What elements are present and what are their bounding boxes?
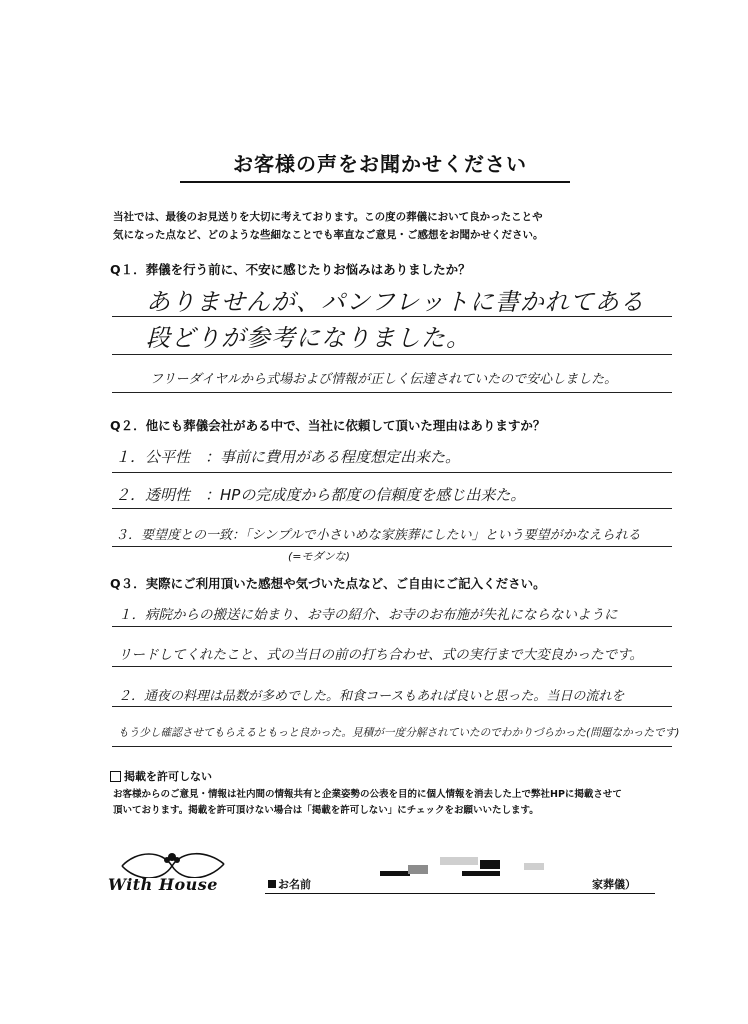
q1-answer-line-3: フリーダイヤルから式場および情報が正しく伝達されていたので安心しました。 bbox=[150, 372, 618, 387]
q1-rule-1 bbox=[112, 316, 672, 317]
q1-answer-line-1: ありませんが、パンフレットに書かれてある bbox=[146, 288, 645, 316]
logo-ornament-icon bbox=[102, 848, 242, 878]
intro-text bbox=[113, 208, 673, 244]
q3-rule-1 bbox=[112, 626, 672, 627]
q3-answer-line-3: ２．通夜の料理は品数が多めでした。和食コースもあれば良いと思った。当日の流れを bbox=[118, 689, 625, 704]
permission-checkbox[interactable] bbox=[110, 771, 121, 782]
q2-answer-line-2: ２．透明性 ：HPの完成度から都度の信頼度を感じ出来た。 bbox=[115, 486, 526, 504]
q1-question: Q１．葬儀を行う前に、不安に感じたりお悩みはありましたか？ bbox=[110, 262, 471, 277]
square-bullet-icon bbox=[268, 880, 276, 888]
q1-answer-line-2: 段どりが参考になりました。 bbox=[146, 324, 471, 352]
q3-answer-line-4: もう少し確認させてもらえるともっと良かった。見積が一度分解されていたのでわかりづらかった(問題なかったです) bbox=[118, 726, 680, 739]
form-title: お客様の声をお聞かせください bbox=[233, 152, 527, 176]
with-house-logo bbox=[102, 848, 242, 903]
redaction-block bbox=[524, 863, 544, 870]
q3-question: Q３．実際にご利用頂いた感想や気づいた点など、ご自由にご記入ください。 bbox=[110, 576, 546, 591]
q1-rule-3 bbox=[112, 392, 672, 393]
q2-rule-2 bbox=[112, 508, 672, 509]
q2-answer-line-1: １．公平性 ：事前に費用がある程度想定出来た。 bbox=[115, 448, 461, 466]
redaction-block bbox=[480, 860, 500, 869]
q2-question: Q２．他にも葬儀会社がある中で、当社に依頼して頂いた理由はありますか？ bbox=[110, 418, 546, 433]
q2-answer-note: (=モダンな) bbox=[288, 550, 350, 563]
name-suffix: 家葬儀） bbox=[592, 878, 636, 891]
redacted-name bbox=[380, 855, 560, 885]
notice-line-1: お客様からのご意見・情報は社内間の情報共有と企業姿勢の公表を目的に個人情報を消去した上で弊社HPに掲載させて bbox=[113, 789, 622, 800]
q3-answer-line-2: リードしてくれたこと、式の当日の前の打ち合わせ、式の実行まで大変良かったです。 bbox=[118, 647, 644, 663]
redaction-block bbox=[440, 857, 478, 865]
redaction-block bbox=[380, 871, 410, 876]
q1-rule-2 bbox=[112, 354, 672, 355]
permission-label: 掲載を許可しない bbox=[124, 770, 212, 783]
redaction-block bbox=[408, 865, 428, 874]
redaction-block bbox=[462, 871, 500, 876]
q2-rule-3 bbox=[112, 546, 672, 547]
q3-rule-2 bbox=[112, 666, 672, 667]
name-underline bbox=[265, 893, 655, 894]
intro-line-2: 気になった点など、どのような些細なことでも率直なご意見・ご感想をお聞かせください。 bbox=[113, 229, 544, 241]
intro-line-1: 当社では、最後のお見送りを大切に考えております。この度の葬儀において良かったことや bbox=[113, 211, 543, 223]
q2-answer-line-3: ３．要望度との一致：「シンプルで小さいめな家族葬にしたい」という要望がかなえられる bbox=[115, 528, 641, 543]
name-label bbox=[268, 876, 311, 892]
logo-text: With House bbox=[108, 875, 218, 894]
q3-answer-line-1: １．病院からの搬送に始まり、お寺の紹介、お寺のお布施が失礼にならないように bbox=[118, 607, 618, 623]
q3-rule-3 bbox=[112, 706, 672, 707]
notice-line-2: 頂いております。掲載を許可頂けない場合は「掲載を許可しない」にチェックをお願いいたします。 bbox=[113, 805, 539, 816]
title-underline bbox=[180, 181, 570, 183]
name-label-text: お名前 bbox=[278, 878, 311, 891]
permission-option[interactable] bbox=[110, 768, 212, 784]
q3-rule-4 bbox=[112, 746, 672, 747]
q2-rule-1 bbox=[112, 472, 672, 473]
permission-notice bbox=[113, 787, 673, 819]
